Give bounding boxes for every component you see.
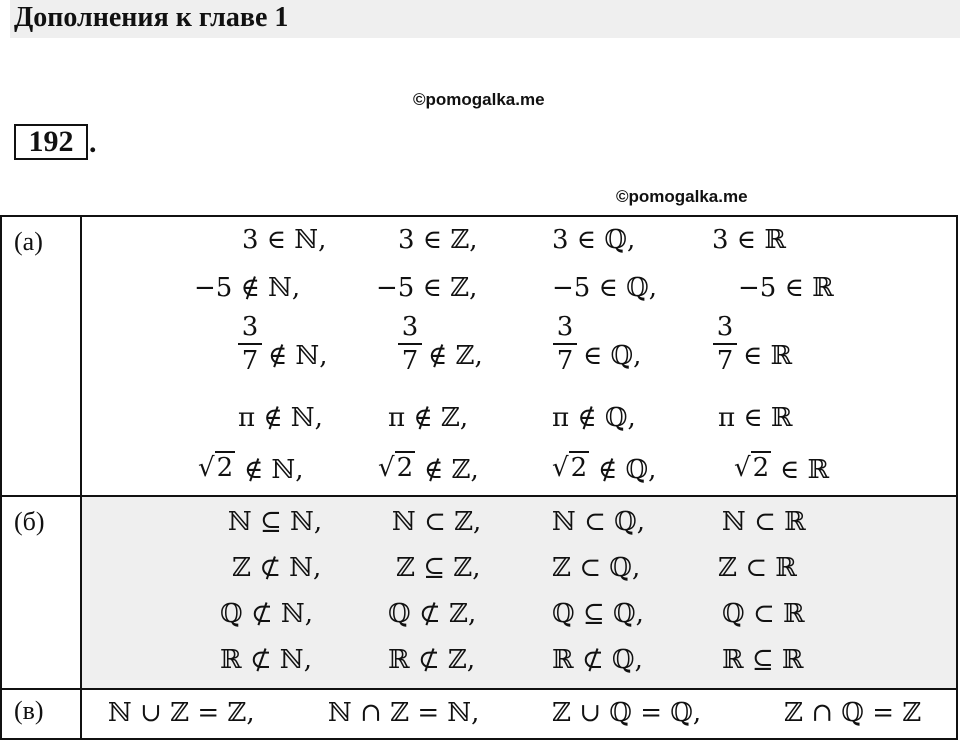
membership-expression: π ∈ ℝ — [718, 403, 793, 433]
section-label-b: (б) — [1, 496, 81, 689]
membership-expression: ∈ ℝ — [743, 341, 793, 371]
membership-expression: ∉ ℤ, — [428, 341, 483, 371]
subset-expression: ℝ ⊄ ℚ, — [552, 645, 643, 675]
membership-expression: ∉ ℕ, — [268, 341, 328, 371]
subset-expression: ℝ ⊆ ℝ — [722, 645, 804, 675]
membership-expression: ∈ ℝ — [780, 455, 830, 485]
square-root-two: √2 — [552, 453, 588, 483]
subset-expression: ℕ ⊂ ℝ — [722, 507, 806, 537]
section-c-content — [81, 689, 957, 739]
set-operation-expression: ℕ ∪ ℤ = ℤ, — [108, 698, 255, 728]
membership-expression: 3 ∈ ℕ, — [242, 225, 327, 255]
square-root-two: √2 — [198, 453, 234, 483]
section-b-content — [81, 496, 957, 689]
problem-number-dot: . — [89, 126, 97, 159]
watermark: ©pomogalka.me — [616, 187, 748, 206]
subset-expression: ℕ ⊂ ℤ, — [392, 507, 482, 537]
membership-expression: ∉ ℚ, — [598, 455, 657, 485]
subset-expression: ℚ ⊄ ℕ, — [220, 599, 313, 629]
watermark: ©pomogalka.me — [413, 90, 545, 109]
subset-expression: ℤ ⊂ ℝ — [718, 553, 797, 583]
set-operation-expression: ℤ ∩ ℚ = ℤ — [784, 698, 922, 728]
subset-expression: ℝ ⊄ ℕ, — [220, 645, 312, 675]
subset-expression: ℤ ⊂ ℚ, — [552, 553, 641, 583]
subset-expression: ℚ ⊂ ℝ — [722, 599, 805, 629]
problem-number: 192 — [14, 124, 88, 160]
subset-expression: ℤ ⊄ ℕ, — [232, 553, 322, 583]
subset-expression: ℚ ⊆ ℚ, — [552, 599, 644, 629]
section-label-a: (а) — [1, 216, 81, 496]
membership-expression: π ∉ ℤ, — [388, 403, 469, 433]
membership-expression: ∉ ℕ, — [244, 455, 304, 485]
solution-table — [0, 215, 958, 740]
subset-expression: ℚ ⊄ ℤ, — [388, 599, 477, 629]
membership-expression: π ∉ ℚ, — [552, 403, 636, 433]
set-operation-expression: ℤ ∪ ℚ = ℚ, — [552, 698, 702, 728]
membership-expression: π ∉ ℕ, — [238, 403, 323, 433]
section-label-c: (в) — [1, 689, 81, 739]
membership-expression: −5 ∈ ℚ, — [552, 273, 658, 303]
square-root-two: √2 — [734, 453, 770, 483]
membership-expression: ∈ ℚ, — [583, 341, 642, 371]
membership-expression: −5 ∈ ℝ — [738, 273, 834, 303]
square-root-two: √2 — [378, 453, 414, 483]
membership-expression: 3 ∈ ℤ, — [398, 225, 478, 255]
fraction-three-sevenths: 3 7 — [552, 313, 578, 375]
membership-expression: 3 ∈ ℚ, — [552, 225, 636, 255]
section-a-content — [81, 216, 957, 496]
subset-expression: ℕ ⊂ ℚ, — [552, 507, 645, 537]
membership-expression: ∉ ℤ, — [424, 455, 479, 485]
chapter-title: Дополнения к главе 1 — [14, 2, 289, 33]
membership-expression: 3 ∈ ℝ — [712, 225, 786, 255]
membership-expression: −5 ∈ ℤ, — [376, 273, 478, 303]
membership-expression: −5 ∉ ℕ, — [194, 273, 301, 303]
set-operation-expression: ℕ ∩ ℤ = ℕ, — [328, 698, 480, 728]
subset-expression: ℤ ⊆ ℤ, — [396, 553, 481, 583]
subset-expression: ℕ ⊆ ℕ, — [228, 507, 323, 537]
subset-expression: ℝ ⊄ ℤ, — [388, 645, 476, 675]
fraction-three-sevenths: 3 7 — [712, 313, 738, 375]
fraction-three-sevenths: 3 7 — [397, 313, 423, 375]
fraction-three-sevenths: 3 7 — [237, 313, 263, 375]
